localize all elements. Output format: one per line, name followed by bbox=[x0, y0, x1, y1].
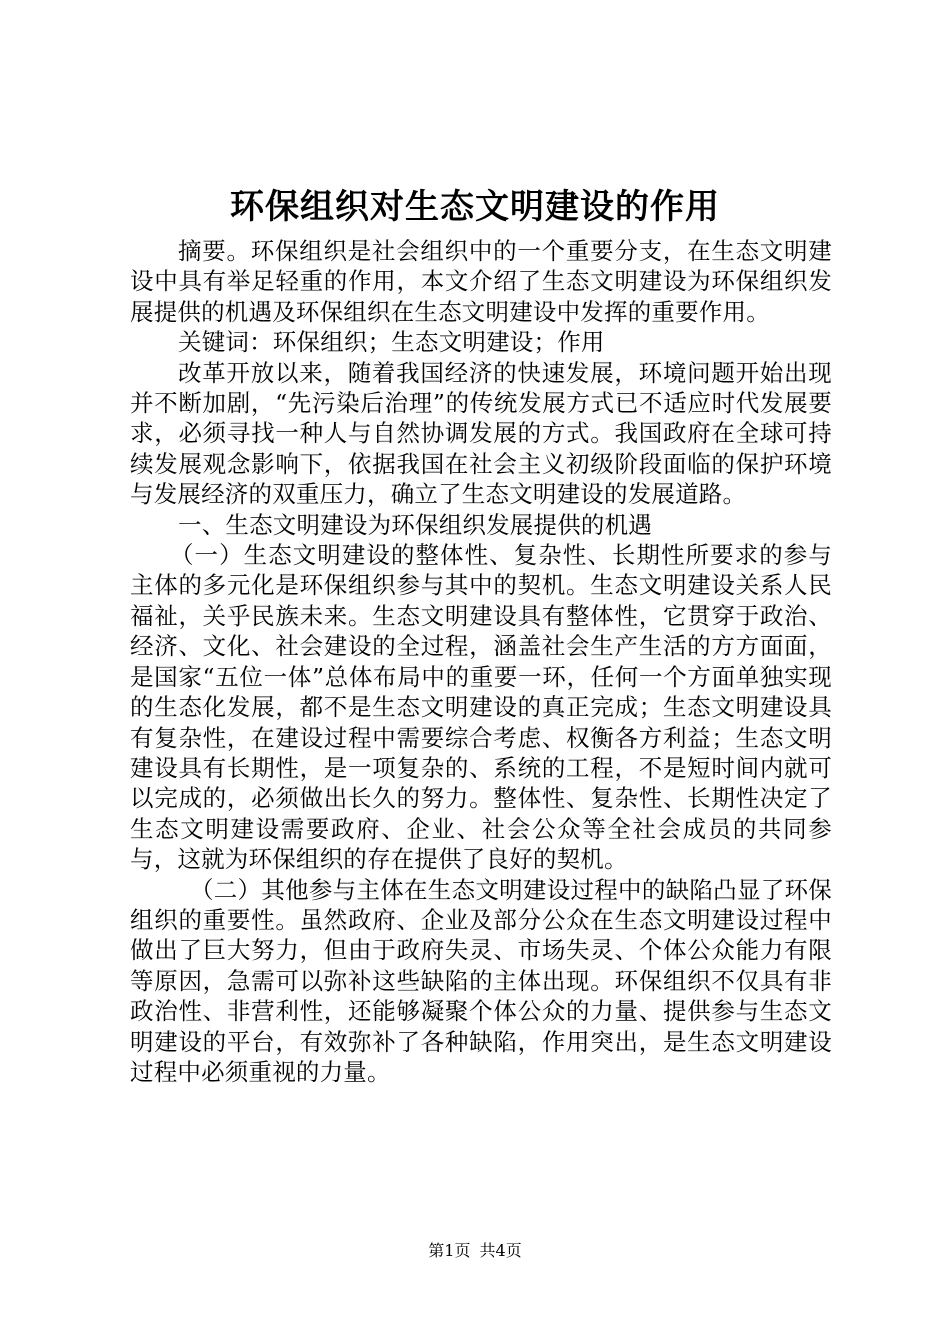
keywords-paragraph: 关键词：环保组织；生态文明建设；作用 bbox=[178, 328, 605, 357]
page-total: 共4页 bbox=[479, 1241, 522, 1260]
page-footer bbox=[0, 1240, 950, 1262]
subsection-paragraph-2: （二）其他参与主体在生态文明建设过程中的缺陷凸显了环保组织的重要性。虽然政府、企业及部分公众在生态文明建设过程中做出了巨大努力，但由于政府失灵、市场失灵、个体公众能力有限等原因，急需可以弥补这些缺陷的主体出现。环保组织不仅具有非政治性、非营利性，还能够凝聚个体公众的力量、提供参与生态文明建设的平台，有效弥补了各种缺陷，作用突出，是生态文明建设过程中必须重视的力量。 bbox=[130, 875, 832, 1086]
document-title: 环保组织对生态文明建设的作用 bbox=[230, 187, 720, 227]
subsection-paragraph-1: （一）生态文明建设的整体性、复杂性、长期性所要求的参与主体的多元化是环保组织参与其中的契机。生态文明建设关系人民福祉，关乎民族未来。生态文明建设具有整体性，它贯穿于政治、经济、文化、社会建设的全过程，涵盖社会生产生活的方方面面，是国家“五位一体”总体布局中的重要一环，任何一个方面单独实现的生态化发展，都不是生态文明建设的真正完成；生态文明建设具有复杂性，在建设过程中需要综合考虑、权衡各方利益；生态文明建设具有长期性，是一项复杂的、系统的工程，不是短时间内就可以完成的，必须做出长久的努力。整体性、复杂性、长期性决定了生态文明建设需要政府、企业、社会公众等全社会成员的共同参与，这就为环保组织的存在提供了良好的契机。 bbox=[130, 541, 832, 874]
page-number: 第1页 bbox=[428, 1241, 471, 1260]
section-heading-1: 一、生态文明建设为环保组织发展提供的机遇 bbox=[178, 510, 652, 539]
document-body bbox=[130, 236, 832, 1087]
intro-paragraph: 改革开放以来，随着我国经济的快速发展，环境问题开始出现并不断加剧，“先污染后治理”的传统发展方式已不适应时代发展要求，必须寻找一种人与自然协调发展的方式。我国政府在全球可持续发展观念影响下，依据我国在社会主义初级阶段面临的保护环境与发展经济的双重压力，确立了生态文明建设的发展道路。 bbox=[130, 358, 832, 509]
abstract-paragraph: 摘要。环保组织是社会组织中的一个重要分支，在生态文明建设中具有举足轻重的作用，本文介绍了生态文明建设为环保组织发展提供的机遇及环保组织在生态文明建设中发挥的重要作用。 bbox=[130, 237, 832, 326]
